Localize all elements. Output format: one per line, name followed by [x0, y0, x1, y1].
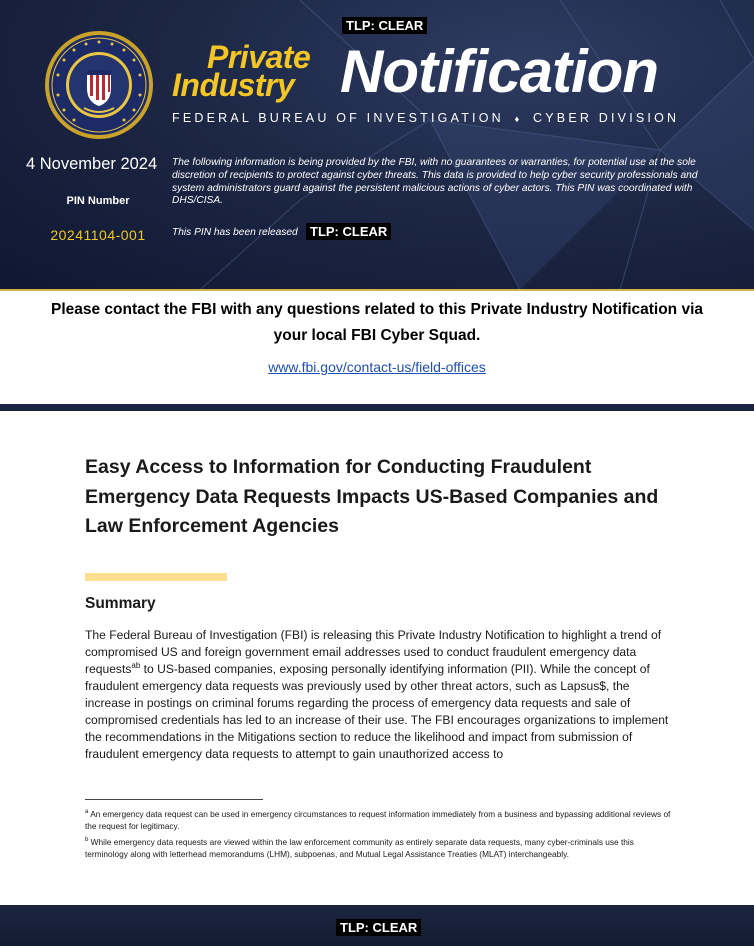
agency-fbi: FEDERAL BUREAU OF INVESTIGATION	[172, 111, 504, 125]
agency-line	[172, 111, 679, 125]
summary-text-before: The Federal Bureau of Investigation (FBI) is releasing this Private Industry Notification to highlight a trend of compromised US and foreign government email addresses used to conduct fraudulent emergency data requests	[85, 628, 662, 676]
footnote-rule	[85, 799, 263, 800]
section-divider-band	[0, 404, 754, 411]
release-notice	[172, 226, 298, 239]
summary-paragraph	[85, 627, 675, 763]
headline-accent-bar	[85, 573, 227, 581]
tlp-clear-label-release: TLP: CLEAR	[306, 223, 391, 240]
pin-number-label: PIN Number	[66, 195, 130, 207]
summary-text-after: to US-based companies, exposing personally identifying information (PII). While the concept of fraudulent emergency data requests was previously used by other threat actors, such as Lapsus$, the increase in postings on criminal forums regarding the process of emergency data requests and sale of compromised credentials has led to an increase of their use. The FBI encourages organizations to implement the recommendations in the Mitigations section to reduce the likelihood and impact from submission of fraudulent emergency data requests to attempt to gain unauthorized access to	[85, 662, 669, 761]
release-notice-text: This PIN has been released	[172, 227, 298, 238]
footnote-marker-b: b	[85, 837, 89, 844]
footnote-b	[85, 837, 675, 860]
summary-heading: Summary	[85, 595, 156, 612]
tlp-clear-label-top: TLP: CLEAR	[342, 17, 427, 34]
footnote-a-text: An emergency data request can be used in emergency circumstances to request information immediately from a business and bypassing additional reviews of the request for legitimacy.	[85, 809, 671, 831]
footnote-a	[85, 809, 675, 832]
contact-instructions: Please contact the FBI with any questions related to this Private Industry Notification via your local FBI Cyber Squad.	[51, 301, 703, 344]
field-offices-link[interactable]: www.fbi.gov/contact-us/field-offices	[268, 359, 486, 375]
fbi-seal-logo	[44, 30, 154, 140]
disclaimer-text: The following information is being provided by the FBI, with no guarantees or warranties, for potential use at the sole discretion of recipients to protect against cyber threats. This data is provided to help cyber security professionals and system administrators guard against the persistent malicious actions of cyber actors. This PIN was coordinated with DHS/CISA.	[172, 157, 698, 207]
diamond-separator-icon: ♦	[514, 114, 523, 124]
gold-divider	[0, 289, 754, 291]
article-headline: Easy Access to Information for Conducting Fraudulent Emergency Data Requests Impacts US-Based Companies and Law Enforcement Agencies	[85, 456, 659, 537]
pin-header-banner	[0, 0, 754, 290]
tlp-clear-label-bottom: TLP: CLEAR	[336, 919, 421, 936]
page-footer-band	[0, 905, 754, 946]
footnote-marker-a: a	[85, 809, 89, 816]
title-private: Private	[207, 39, 311, 75]
title-industry: Industry	[172, 67, 295, 103]
pin-number-value: 20241104-001	[50, 227, 146, 243]
pin-date: 4 November 2024	[26, 155, 158, 173]
agency-cyber-division: CYBER DIVISION	[533, 111, 680, 125]
footnote-ref-ab[interactable]: ab	[131, 660, 141, 670]
title-notification: Notification	[340, 38, 658, 105]
footnote-b-text: While emergency data requests are viewed within the law enforcement community as entirely separate data requests, many cyber-criminals use this terminology along with letterhead memorandums (LHM), subpoenas, and Mutual Legal Assistance Treaties (MLAT) interchangeably.	[85, 837, 634, 859]
